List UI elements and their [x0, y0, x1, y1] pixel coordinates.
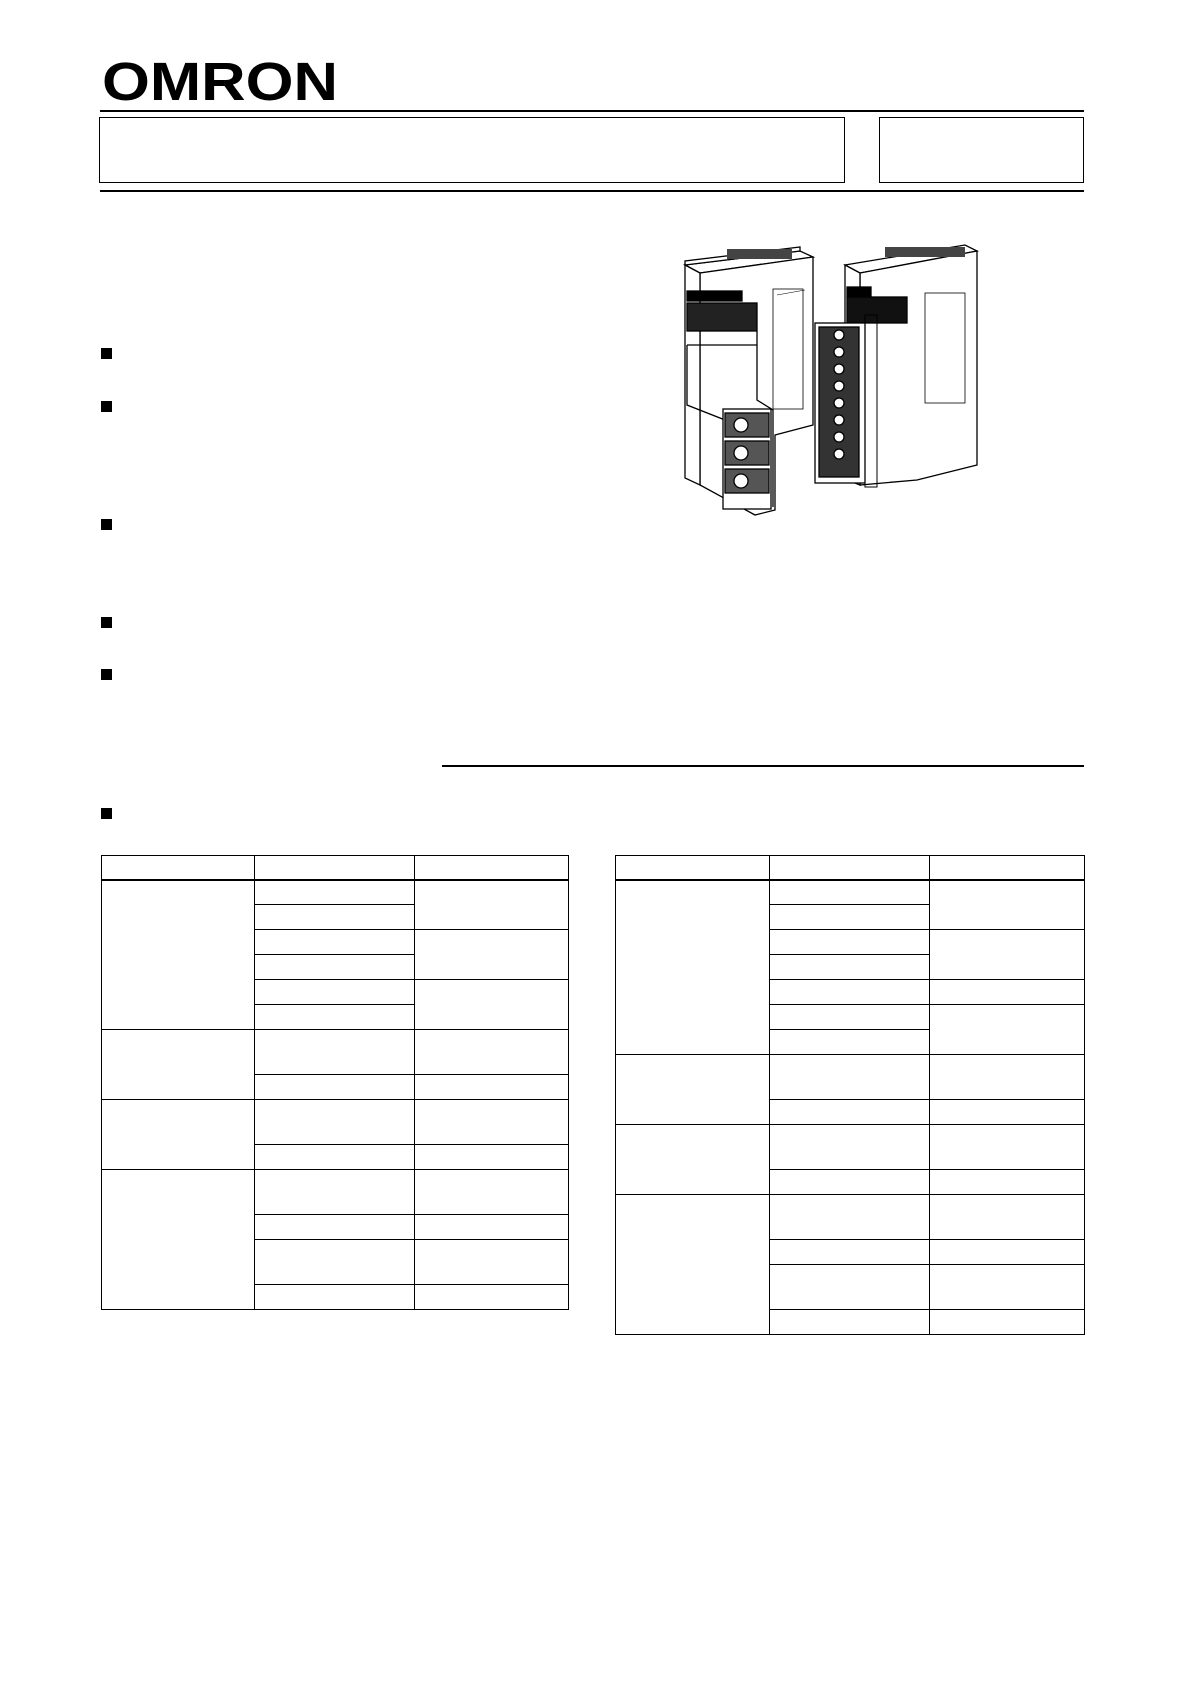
table-cell — [930, 1265, 1085, 1310]
table-cell — [770, 1030, 930, 1055]
table-cell — [102, 1030, 255, 1100]
table-cell — [415, 1075, 569, 1100]
table-row — [616, 1055, 1085, 1100]
table-row — [102, 1100, 569, 1145]
bullet-marker — [101, 348, 112, 359]
table-cell — [770, 1265, 930, 1310]
table-cell — [255, 1170, 415, 1215]
table-header-cell — [930, 856, 1085, 880]
table-row — [616, 1195, 1085, 1240]
table-header-cell — [770, 856, 930, 880]
table-cell — [930, 1055, 1085, 1100]
table-cell — [930, 1100, 1085, 1125]
table-cell — [255, 1240, 415, 1285]
header-top-rule — [100, 110, 1084, 112]
bullet-marker — [101, 617, 112, 628]
table-header-row — [616, 856, 1085, 880]
omron-logo — [102, 58, 340, 106]
table-header-cell — [102, 856, 255, 880]
table-cell — [770, 930, 930, 955]
table-cell — [770, 880, 930, 905]
table-cell — [770, 1125, 930, 1170]
table-row — [616, 1125, 1085, 1170]
table-cell — [255, 1030, 415, 1075]
table-cell — [616, 1055, 770, 1125]
table-cell — [930, 980, 1085, 1005]
table-cell — [930, 1005, 1085, 1055]
table-cell — [930, 1195, 1085, 1240]
table-row — [102, 1030, 569, 1075]
table-cell — [415, 880, 569, 930]
table-cell — [930, 1240, 1085, 1265]
table-row — [616, 880, 1085, 905]
product-illustration — [665, 235, 1015, 525]
svg-text:OMRON: OMRON — [102, 58, 338, 106]
table-header-cell — [255, 856, 415, 880]
table-cell — [255, 955, 415, 980]
right-spec-table — [615, 855, 1085, 1335]
table-cell — [102, 1170, 255, 1310]
table-cell — [616, 880, 770, 1055]
table-header-row — [102, 856, 569, 880]
table-cell — [770, 1310, 930, 1335]
table-cell — [770, 1170, 930, 1195]
table-cell — [770, 955, 930, 980]
table-cell — [930, 930, 1085, 980]
table-cell — [415, 1215, 569, 1240]
table-cell — [255, 880, 415, 905]
table-cell — [415, 1030, 569, 1075]
table-cell — [255, 1285, 415, 1310]
bullet-marker — [101, 669, 112, 680]
table-header-cell — [415, 856, 569, 880]
table-cell — [770, 980, 930, 1005]
table-cell — [415, 1240, 569, 1285]
table-cell — [415, 1145, 569, 1170]
table-cell — [255, 980, 415, 1005]
left-spec-table — [101, 855, 569, 1310]
table-row — [102, 880, 569, 905]
bullet-marker — [101, 808, 112, 819]
product-title-box — [99, 117, 845, 183]
table-cell — [930, 880, 1085, 930]
table-cell — [415, 980, 569, 1030]
table-cell — [415, 930, 569, 980]
table-cell — [255, 1100, 415, 1145]
table-cell — [770, 1055, 930, 1100]
table-cell — [102, 880, 255, 1030]
model-box — [879, 117, 1084, 183]
header-bottom-rule — [100, 190, 1084, 192]
table-cell — [415, 1285, 569, 1310]
table-header-cell — [616, 856, 770, 880]
bullet-marker — [101, 401, 112, 412]
table-cell — [770, 1100, 930, 1125]
table-cell — [255, 930, 415, 955]
table-cell — [930, 1125, 1085, 1170]
table-cell — [102, 1100, 255, 1170]
table-cell — [770, 1240, 930, 1265]
table-cell — [930, 1170, 1085, 1195]
table-cell — [255, 1145, 415, 1170]
bullet-marker — [101, 519, 112, 530]
table-cell — [415, 1100, 569, 1145]
table-cell — [616, 1125, 770, 1195]
table-cell — [770, 1005, 930, 1030]
table-cell — [930, 1310, 1085, 1335]
table-cell — [770, 905, 930, 930]
table-cell — [616, 1195, 770, 1335]
table-row — [102, 1170, 569, 1215]
table-cell — [255, 1005, 415, 1030]
table-cell — [415, 1170, 569, 1215]
table-cell — [255, 1215, 415, 1240]
table-cell — [255, 905, 415, 930]
table-cell — [255, 1075, 415, 1100]
table-cell — [770, 1195, 930, 1240]
section-rule — [442, 765, 1084, 767]
